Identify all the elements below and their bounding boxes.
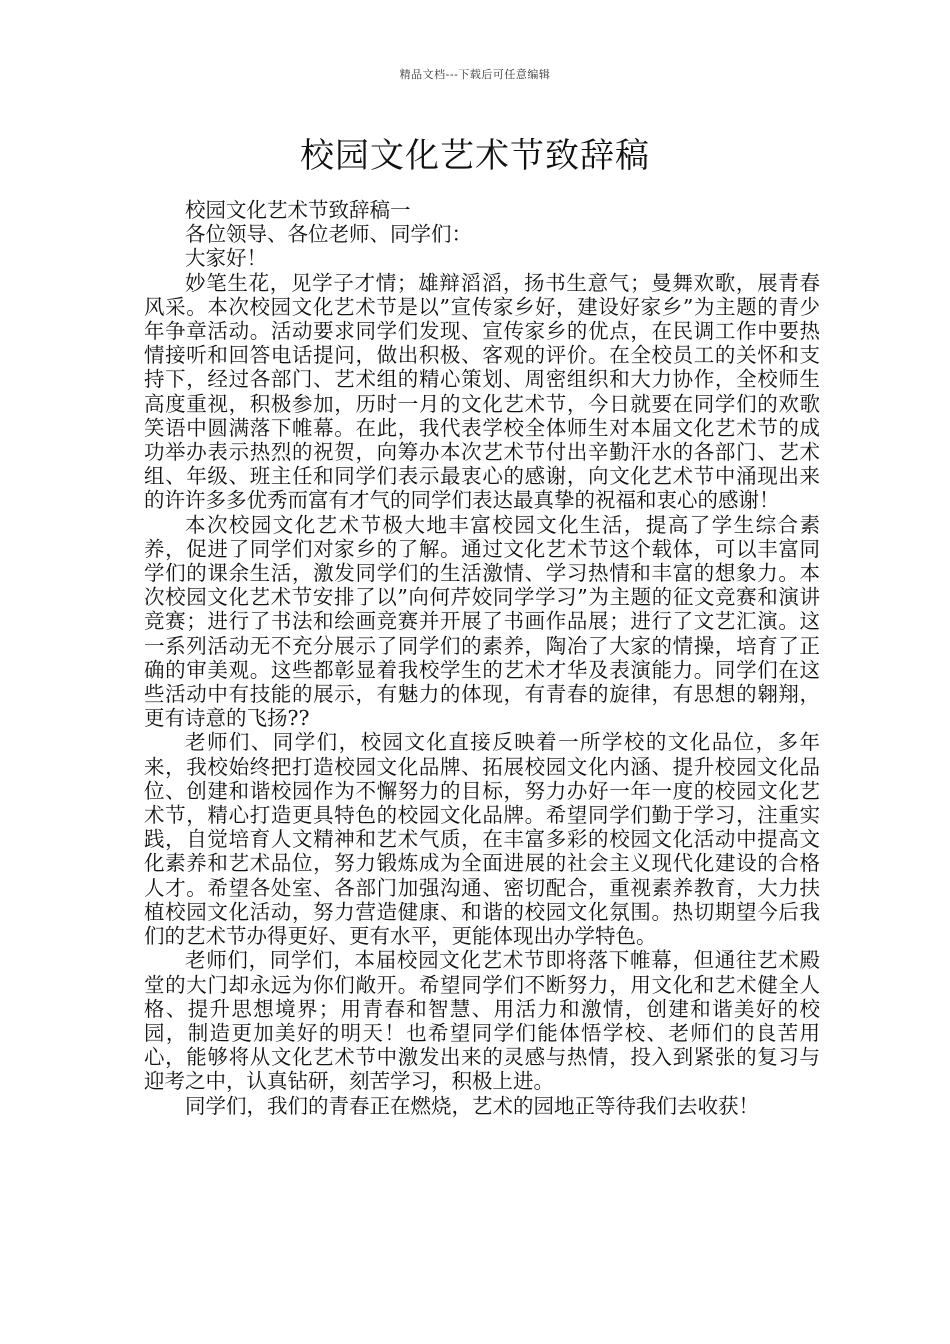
paragraph-subtitle: 校园文化艺术节致辞稿一	[185, 198, 411, 222]
paragraph: 本次校园文化艺术节极大地丰富校园文化生活，提高了学生综合素养，促进了同学们对家乡的了解。通过文化艺术节这个载体，可以丰富同学们的课余生活，激发同学们的生活激情、学习热情和丰富的想象力。本次校园文化艺术节安排了以”向何芹姣同学学习”为主题的征文竞赛和演讲竞赛；进行了书法和绘画竞赛并开展了书画作品展；进行了文艺汇演。这一系列活动无不充分展示了同学们的素养，陶冶了大家的情操，培育了正确的审美观。这些都彰显着我校学生的艺术才华及表演能力。同学们在这些活动中有技能的展示，有魅力的体现，有青春的旋律，有思想的翱翔，更有诗意的飞扬??	[144, 512, 820, 731]
paragraph: 老师们，同学们，本届校园文化艺术节即将落下帷幕，但通往艺术殿堂的大门却永远为你们敞开。希望同学们不断努力，用文化和艺术健全人格、提升思想境界；用青春和智慧、用活力和激情，创建和谐美好的校园，制造更加美好的明天！也希望同学们能体悟学校、老师们的良苦用心，能够将从文化艺术节中激发出来的灵感与热情，投入到紧张的复习与迎考之中，认真钻研，刻苦学习，积极上进。	[144, 948, 820, 1094]
paragraph-salutation: 各位领导、各位老师、同学们：	[185, 222, 472, 247]
document-body	[144, 198, 820, 1118]
paragraph-greeting: 大家好！	[185, 246, 267, 271]
document-title: 校园文化艺术节致辞稿	[300, 136, 650, 176]
paragraph: 老师们、同学们，校园文化直接反映着一所学校的文化品位，多年来，我校始终把打造校园文化品牌、拓展校园文化内涵、提升校园文化品位、创建和谐校园作为不懈努力的目标，努力办好一年一度的校园文化艺术节，精心打造更具特色的校园文化品牌。希望同学们勤于学习，注重实践，自觉培育人文精神和艺术气质，在丰富多彩的校园文化活动中提高文化素养和艺术品位，努力锻炼成为全面进展的社会主义现代化建设的合格人才。希望各处室、各部门加强沟通、密切配合，重视素养教育，大力扶植校园文化活动，努力营造健康、和谐的校园文化氛围。热切期望今后我们的艺术节办得更好、更有水平，更能体现出办学特色。	[144, 730, 820, 949]
paragraph: 妙笔生花，见学子才情；雄辩滔滔，扬书生意气；曼舞欢歌，展青春风采。本次校园文化艺术节是以”宣传家乡好，建设好家乡”为主题的青少年争章活动。活动要求同学们发现、宣传家乡的优点，在民调工作中要热情接听和回答电话提问，做出积极、客观的评价。在全校员工的关怀和支持下，经过各部门、艺术组的精心策划、周密组织和大力协作，全校师生高度重视，积极参加，历时一月的文化艺术节，今日就要在同学们的欢歌笑语中圆满落下帷幕。在此，我代表学校全体师生对本届文化艺术节的成功举办表示热烈的祝贺，向筹办本次艺术节付出辛勤汗水的各部门、艺术组、年级、班主任和同学们表示最衷心的感谢，向文化艺术节中涌现出来的许许多多优秀而富有才气的同学们表达最真挚的祝福和衷心的感谢！	[144, 270, 820, 513]
header-note: 精品文档---下载后可任意编辑	[399, 68, 551, 81]
paragraph-closing: 同学们，我们的青春正在燃烧，艺术的园地正等待我们去收获！	[185, 1093, 759, 1118]
